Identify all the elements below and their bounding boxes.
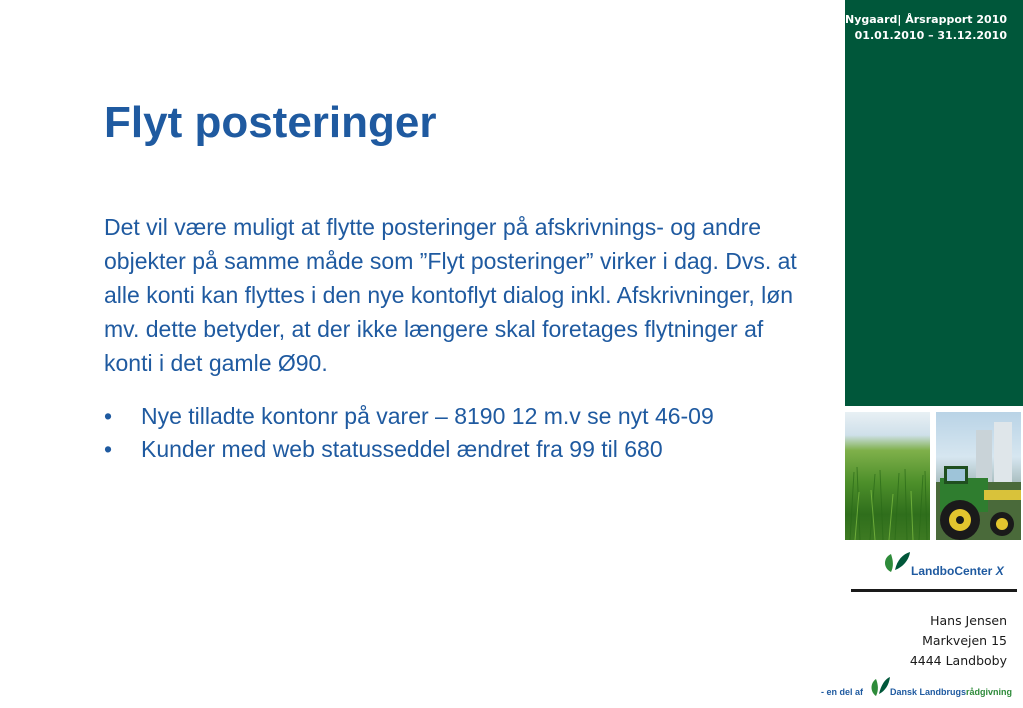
report-period: 01.01.2010 – 31.12.2010 [854, 29, 1007, 42]
address-street: Markvejen 15 [922, 633, 1007, 648]
bullet-item [104, 433, 824, 466]
logo-suffix: X [995, 564, 1004, 578]
tractor-photo [936, 412, 1021, 540]
footer-prefix: - en del af [821, 687, 864, 697]
logo-divider [851, 589, 1017, 592]
green-header-panel [845, 0, 1023, 406]
report-info [845, 12, 1007, 44]
footer-brand-accent: rådgivning [966, 687, 1013, 697]
tractor-image [936, 412, 1021, 540]
leaf-logo-icon [881, 550, 911, 574]
bullet-list [104, 400, 824, 466]
sidebar [821, 0, 1023, 708]
footer-brand-name [890, 687, 1012, 697]
footer-brand-main: Dansk Landbrugs [890, 687, 967, 697]
field-photo [845, 412, 930, 540]
bullet-text: Nye tilladte kontonr på varer – 8190 12 m.v se nyt 46-09 [141, 403, 714, 429]
report-title: Nygaard| Årsrapport 2010 [845, 13, 1008, 26]
grass-field-image [845, 412, 930, 540]
address-name: Hans Jensen [930, 613, 1007, 628]
address-block [910, 611, 1007, 671]
slide-title: Flyt posteringer [104, 98, 437, 147]
bullet-text: Kunder med web statusseddel ændret fra 99 til 680 [141, 436, 663, 462]
address-city: 4444 Landboby [909, 653, 1007, 668]
bullet-item [104, 400, 824, 433]
leaf-logo-icon [869, 674, 891, 698]
footer-brand [821, 678, 1023, 702]
bullet-marker: • [104, 436, 113, 462]
logo-wordmark [911, 564, 1004, 578]
landbocenter-logo [853, 548, 1018, 594]
slide-body-text: Det vil være muligt at flytte posteringer på afskrivnings- og andre objekter på samme måde som ”Flyt posteringer” virker i dag. Dvs. at alle konti kan flyttes i den nye kontoflyt dialog inkl. Afskrivninger, løn mv. dette betyder, at der ikke længere skal foretages flytninger af konti i det gamle Ø90. [104, 214, 797, 376]
logo-name: LandboCenter [911, 564, 993, 578]
bullet-marker: • [104, 403, 113, 429]
